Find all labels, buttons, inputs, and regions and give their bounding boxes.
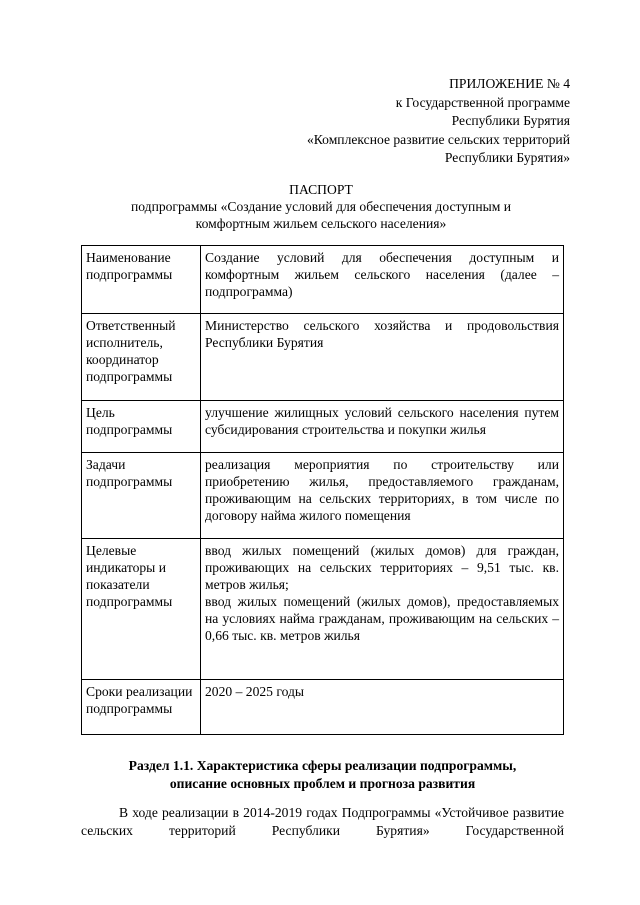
section-heading-line: описание основных проблем и прогноза развития — [169, 776, 476, 791]
appendix-line: ПРИЛОЖЕНИЕ № 4 — [449, 76, 570, 91]
table-row — [82, 401, 564, 453]
passport-subtitle-line: комфортным жильем сельского населения» — [195, 216, 447, 231]
table-row — [82, 453, 564, 539]
row-value: 2020 – 2025 годы — [201, 680, 564, 735]
table-row — [82, 539, 564, 680]
passport-title: ПАСПОРТ — [289, 182, 353, 197]
section-heading — [81, 757, 564, 793]
appendix-line: к Государственной программе — [395, 94, 570, 110]
row-label: Целевые индикаторы и показатели подпрограммы — [82, 539, 201, 680]
row-value — [201, 539, 564, 680]
table-row — [82, 314, 564, 401]
passport-subtitle — [81, 198, 561, 232]
appendix-line: Республики Бурятия» — [444, 150, 570, 166]
row-label: Ответственный исполнитель, координатор подпрограммы — [82, 314, 201, 401]
row-value: Министерство сельского хозяйства и продовольствия Республики Бурятия — [201, 314, 564, 401]
row-label: Задачи подпрограммы — [82, 453, 201, 539]
row-value: реализация мероприятия по строительству или приобретению жилья, предоставляемого гражданам, проживающим на сельских территориях, в том числе по договору найма жилого помещения — [201, 453, 564, 539]
passport-table — [81, 245, 564, 735]
passport-subtitle-line: подпрограммы «Создание условий для обеспечения доступным и — [130, 199, 512, 214]
row-label: Наименование подпрограммы — [82, 246, 201, 314]
appendix-line: Республики Бурятия — [451, 113, 570, 129]
table-row — [82, 680, 564, 735]
row-label: Сроки реализации подпрограммы — [82, 680, 201, 735]
row-value-line: ввод жилых помещений (жилых домов) для граждан, проживающих на сельских территориях – 9,51 тыс. кв. метров жилья; — [205, 543, 559, 592]
appendix-line: «Комплексное развитие сельских территорий — [306, 131, 570, 147]
body-paragraph: В ходе реализации в 2014-2019 годах Подпрограммы «Устойчивое развитие сельских территорий Республики Бурятия» Государственной — [81, 805, 564, 838]
row-value: улучшение жилищных условий сельского населения путем субсидирования строительства и покупки жилья — [201, 401, 564, 453]
row-value-line: ввод жилых помещений (жилых домов), предоставляемых на условиях найма гражданам, проживающим на сельских – 0,66 тыс. кв. метров жилья — [205, 594, 559, 643]
row-label: Цель подпрограммы — [82, 401, 201, 453]
appendix-header — [190, 75, 570, 168]
section-heading-line: Раздел 1.1. Характеристика сферы реализации подпрограммы, — [128, 758, 517, 773]
row-value: Создание условий для обеспечения доступным и комфортным жильем сельского населения (далее – подпрограмма) — [201, 246, 564, 314]
table-row — [82, 246, 564, 314]
